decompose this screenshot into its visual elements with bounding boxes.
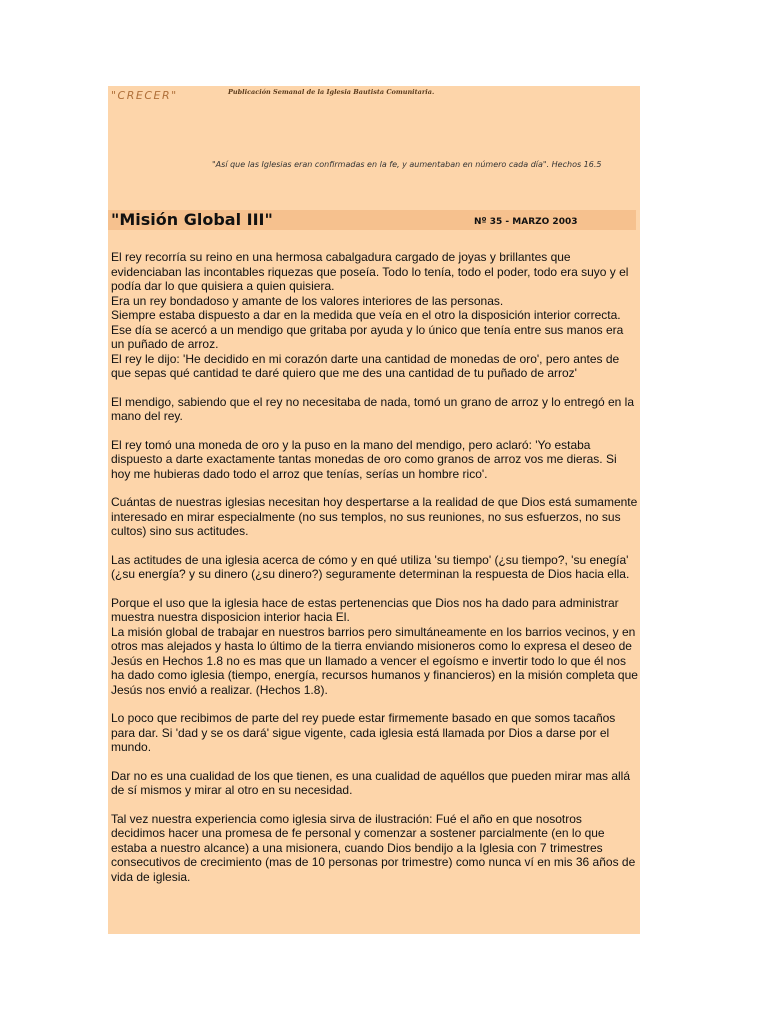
line: Lo poco que recibimos de parte del rey puede estar firmemente basado en que somos tacaños para dar. Si 'dad y se os dará' sigue vigente, cada iglesia está llamada por Dios a darse por el mundo. [111,711,616,754]
line: El mendigo, sabiendo que el rey no necesitaba de nada, tomó un grano de arroz y lo entregó en la mano del rey. [111,394,635,423]
article-title: "Misión Global III" [111,210,273,229]
line: Ese día se acercó a un mendigo que gritaba por ayuda y lo único que tenía entre sus manos era un puñado de arroz. [111,322,624,351]
paragraph-3 [111,438,639,482]
paragraph-7 [111,711,639,755]
line: Las actitudes de una iglesia acerca de cómo y en qué utiliza 'su tiempo' (¿su tiempo?, 'su enegía' (¿su energía? y su dinero (¿su dinero?) seguramente determinan la respuesta de Dios hacia ella. [111,552,630,581]
line: Cuántas de nuestras iglesias necesitan hoy despertarse a la realidad de que Dios está sumamente interesado en mirar especialmente (no sus templos, no sus reuniones, no sus esfuerzos, no sus cultos) sino sus actitudes. [111,495,638,538]
paragraph-1 [111,250,639,381]
paragraph-2 [111,395,639,424]
line: Porque el uso que la iglesia hace de estas pertenencias que Dios nos ha dado para administrar muestra nuestra disposicion interior hacia El. [111,595,619,624]
paragraph-9 [111,812,639,885]
article-body [111,250,639,898]
line: La misión global de trabajar en nuestros barrios pero simultáneamente en los barrios vecinos, y en otros mas alejados y hasta lo último de la tierra enviando misioneros como lo expresa el deseo de Jesús en Hechos 1.8 no es mas que un llamado a vencer el egoísmo e invertir todo lo que él nos ha dado como iglesia (tiempo, energía, recursos humanos y financieros) en la misión completa que Jesús nos envió a realizar. (Hechos 1.8). [111,624,638,697]
line: El rey le dijo: 'He decidido en mi corazón darte una cantidad de monedas de oro', pero antes de que sepas qué cantidad te daré quiero que me des una cantidad de tu puñado de arroz' [111,351,620,380]
line: El rey recorría su reino en una hermosa cabalgadura cargado de joyas y brillantes que evidenciaban las incontables riquezas que poseía. Todo lo tenía, todo el poder, todo era suyo y el podía dar lo que quisiera a quien quisiera. [111,250,629,293]
paragraph-4 [111,495,639,539]
publication-tagline: Publicación Semanal de la Iglesia Bautista Comunitaria. [228,88,435,96]
line: Tal vez nuestra experiencia como iglesia sirva de ilustración: Fué el año en que nosotros decidimos hacer una promesa de fe personal y comenzar a sostener parcialmente (en lo que estaba a nuestro alcance) a una misionera, cuando Dios bendijo a la Iglesia con 7 trimestres consecutivos de crecimiento (mas de 10 personas por trimestre) como nunca ví en mis 36 años de vida de iglesia. [111,811,636,884]
paragraph-5 [111,553,639,582]
brand-name: "CRECER" [111,89,178,102]
newsletter-page [108,86,640,934]
paragraph-8 [111,769,639,798]
line: Era un rey bondadoso y amante de los valores interiores de las personas. [111,293,504,308]
line: Dar no es una cualidad de los que tienen, es una cualidad de aquéllos que pueden mirar mas allá de sí mismos y mirar al otro en su necesidad. [111,768,631,797]
line: Siempre estaba dispuesto a dar en la medida que veía en el otro la disposición interior correcta. [111,308,621,322]
paragraph-6 [111,596,639,698]
issue-number: Nº 35 - MARZO 2003 [474,217,578,227]
bible-verse: "Así que las Iglesias eran confirmadas en la fe, y aumentaban en número cada día". Hechos 16.5 [212,160,602,169]
line: El rey tomó una moneda de oro y la puso en la mano del mendigo, pero aclaró: 'Yo estaba dispuesto a darte exactamente tantas monedas de oro como granos de arroz vos me dieras. Si hoy me hubieras dado todo el arroz que tenías, serías un hombre rico'. [111,437,617,481]
